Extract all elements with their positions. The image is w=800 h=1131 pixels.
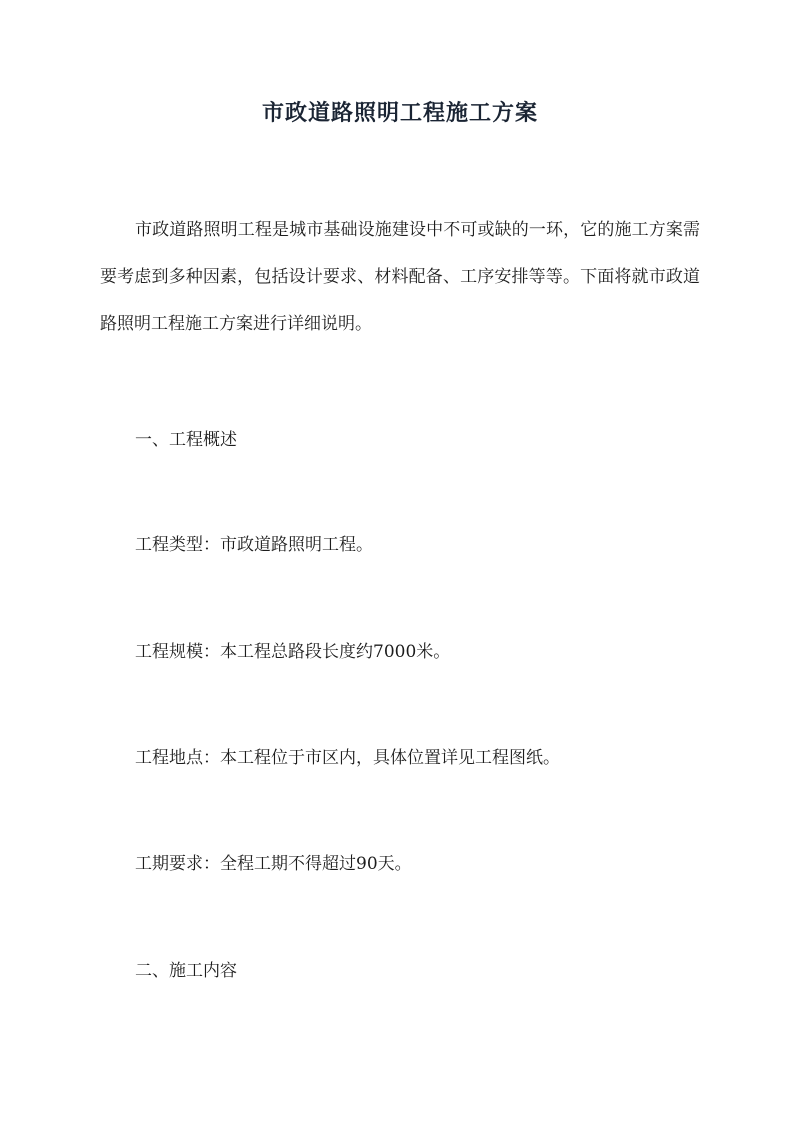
intro-paragraph: 市政道路照明工程是城市基础设施建设中不可或缺的一环，它的施工方案需要考虑到多种因素，包括设计要求、材料配备、工序安排等等。下面将就市政道路照明工程施工方案进行详细说明。 [100, 220, 700, 334]
project-scale-line: 工程规模：本工程总路段长度约7000米。 [135, 642, 451, 662]
project-location-line: 工程地点：本工程位于市区内，具体位置详见工程图纸。 [135, 748, 560, 768]
project-type-line: 工程类型：市政道路照明工程。 [135, 535, 373, 555]
section-heading-overview: 一、工程概述 [135, 430, 237, 450]
section-heading-construction: 二、施工内容 [135, 961, 237, 981]
document-title: 市政道路照明工程施工方案 [261, 100, 538, 126]
project-schedule-line: 工期要求：全程工期不得超过90天。 [135, 854, 412, 874]
